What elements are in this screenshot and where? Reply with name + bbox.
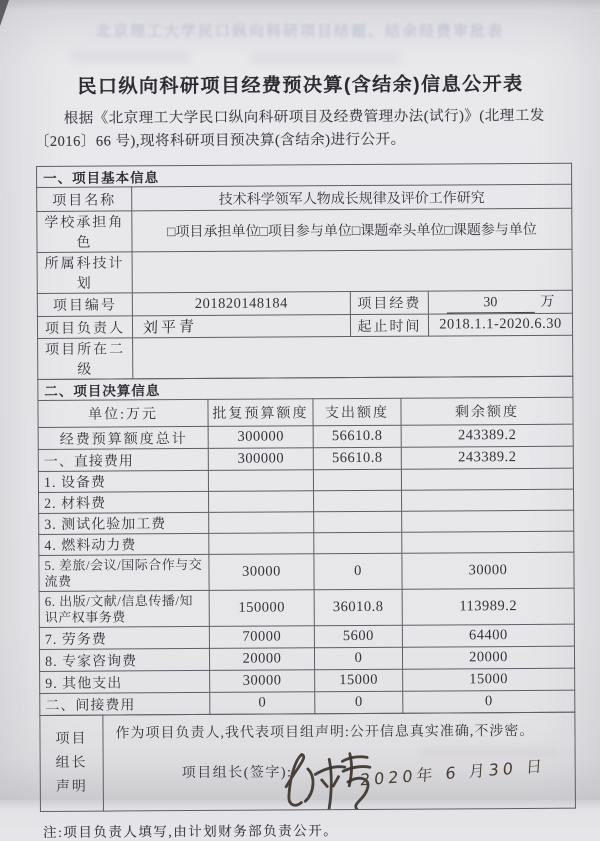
row-spent: 5600 [314,625,402,648]
row-remaining: 64400 [402,624,574,647]
project-no-value: 201820148184 [132,292,350,316]
row-label: 经费预算额度总计 [38,426,208,449]
project-no-label: 项目编号 [37,293,132,317]
form-title: 民口纵向科研项目经费预决算(含结余)信息公开表 [77,73,524,98]
row-remaining: 15000 [403,668,575,691]
row-approved: 70000 [209,626,314,649]
row-label: 9. 其他支出 [40,670,210,693]
row-approved [209,491,314,513]
row-remaining: 0 [403,690,575,713]
behind-sheet-faint-title: 北京理工大学民口纵向科研项目结题、结余经费审批表 [95,23,504,40]
handwritten-date: 2020年 6 月30 日 [359,756,548,790]
row-spent: 36010.8 [314,589,402,626]
footnote: 注:项目负责人填写,由计划财务部负责公开。 [43,823,339,840]
declaration-content [103,712,576,811]
signature-row [116,756,565,809]
col-header-spent: 支出额度 [313,398,401,426]
row-approved [209,533,314,555]
row-spent [314,511,402,533]
basic-info-section-title: 一、项目基本信息 [37,163,572,187]
row-spent: 56610.8 [313,425,401,448]
table-row [39,624,574,649]
leader-label: 项目负责人 [37,316,132,339]
row-approved: 300000 [208,426,313,449]
row-remaining [401,468,573,490]
row-label: 3. 测试化验加工费 [39,512,209,534]
budget-section-title: 二、项目决算信息 [38,376,573,400]
row-label: 6. 出版/文献/信息传播/知识产权事务费 [39,590,209,627]
row-spent [314,490,402,512]
table-row [39,646,574,671]
row-remaining [402,531,574,553]
row-approved: 300000 [208,448,313,471]
row-spent: 56610.8 [313,447,401,470]
row-label: 8. 专家咨询费 [39,648,209,671]
table-row [39,552,574,591]
row-approved [209,512,314,534]
row-label: 1. 设备费 [38,470,208,492]
row-label: 2. 材料费 [39,491,209,513]
basic-info-table [36,163,573,380]
row-remaining: 243389.2 [401,424,573,447]
row-approved: 0 [210,692,315,715]
row-spent: 0 [315,691,403,714]
row-approved: 30000 [210,670,315,693]
period-label: 起止时间 [350,314,428,336]
school-role-options: □项目承担单位□项目参与单位□课题牵头单位□课题参与单位 [132,208,572,252]
period-value: 2018.1.1-2020.6.30 [428,313,572,336]
row-spent: 0 [314,647,402,670]
secondary-unit-label: 项目所在二级 [38,338,133,380]
row-spent [313,469,401,491]
row-remaining [402,489,574,511]
project-name-value: 技术科学领军人物成长规律及评价工作研究 [132,184,572,211]
sci-plan-label: 所属科技计划 [37,252,132,294]
table-row [38,424,573,449]
table-row [39,588,574,627]
row-label: 4. 燃料动力费 [39,533,209,555]
declaration-statement: 作为项目负责人,我代表项目组声明:公开信息真实准确,不涉密。 [115,723,535,742]
row-approved: 150000 [209,590,314,627]
funding-unit: 万 [540,294,555,310]
unit-label: 单位:万元 [38,399,208,427]
sci-plan-value [132,249,572,293]
secondary-unit-value [133,335,573,379]
row-remaining: 243389.2 [401,446,573,469]
row-spent [314,532,402,554]
col-header-approved: 批复预算额度 [208,399,313,427]
school-role-label: 学校承担角色 [37,211,132,253]
row-remaining [402,510,574,532]
row-spent: 0 [314,553,402,590]
declaration-side-label: 项目 组长 声明 [40,715,104,811]
sign-label: 项目组长(签字): [181,765,293,782]
intro-paragraph: 根据《北京理工大学民口纵向科研项目及经费管理办法(试行)》(北理工发〔2016〕66 号),现将科研项目预决算(含结余)进行公开。 [34,107,545,150]
row-remaining: 20000 [402,646,574,669]
row-label: 一、直接费用 [38,448,208,471]
table-row [38,446,573,471]
row-remaining: 113989.2 [402,588,574,625]
row-remaining: 30000 [402,552,574,589]
table-row [40,668,575,693]
leader-name-value [132,315,350,338]
funding-label: 项目经费 [350,291,428,314]
row-spent: 15000 [315,669,403,692]
budget-table [37,376,575,716]
project-name-label: 项目名称 [37,187,132,212]
row-label: 5. 差旅/会议/国际合作与交流费 [39,554,209,591]
col-header-remaining: 剩余额度 [401,397,573,425]
funding-value [428,290,572,314]
row-approved [208,470,313,492]
declaration-table [39,712,576,812]
row-approved: 20000 [209,648,314,671]
row-approved: 30000 [209,554,314,591]
row-label: 二、间接费用 [40,692,210,715]
row-label: 7. 劳务费 [39,626,209,649]
funding-amount: 30 [446,295,534,314]
leader-name-handwritten: 刘平青 [142,317,198,337]
